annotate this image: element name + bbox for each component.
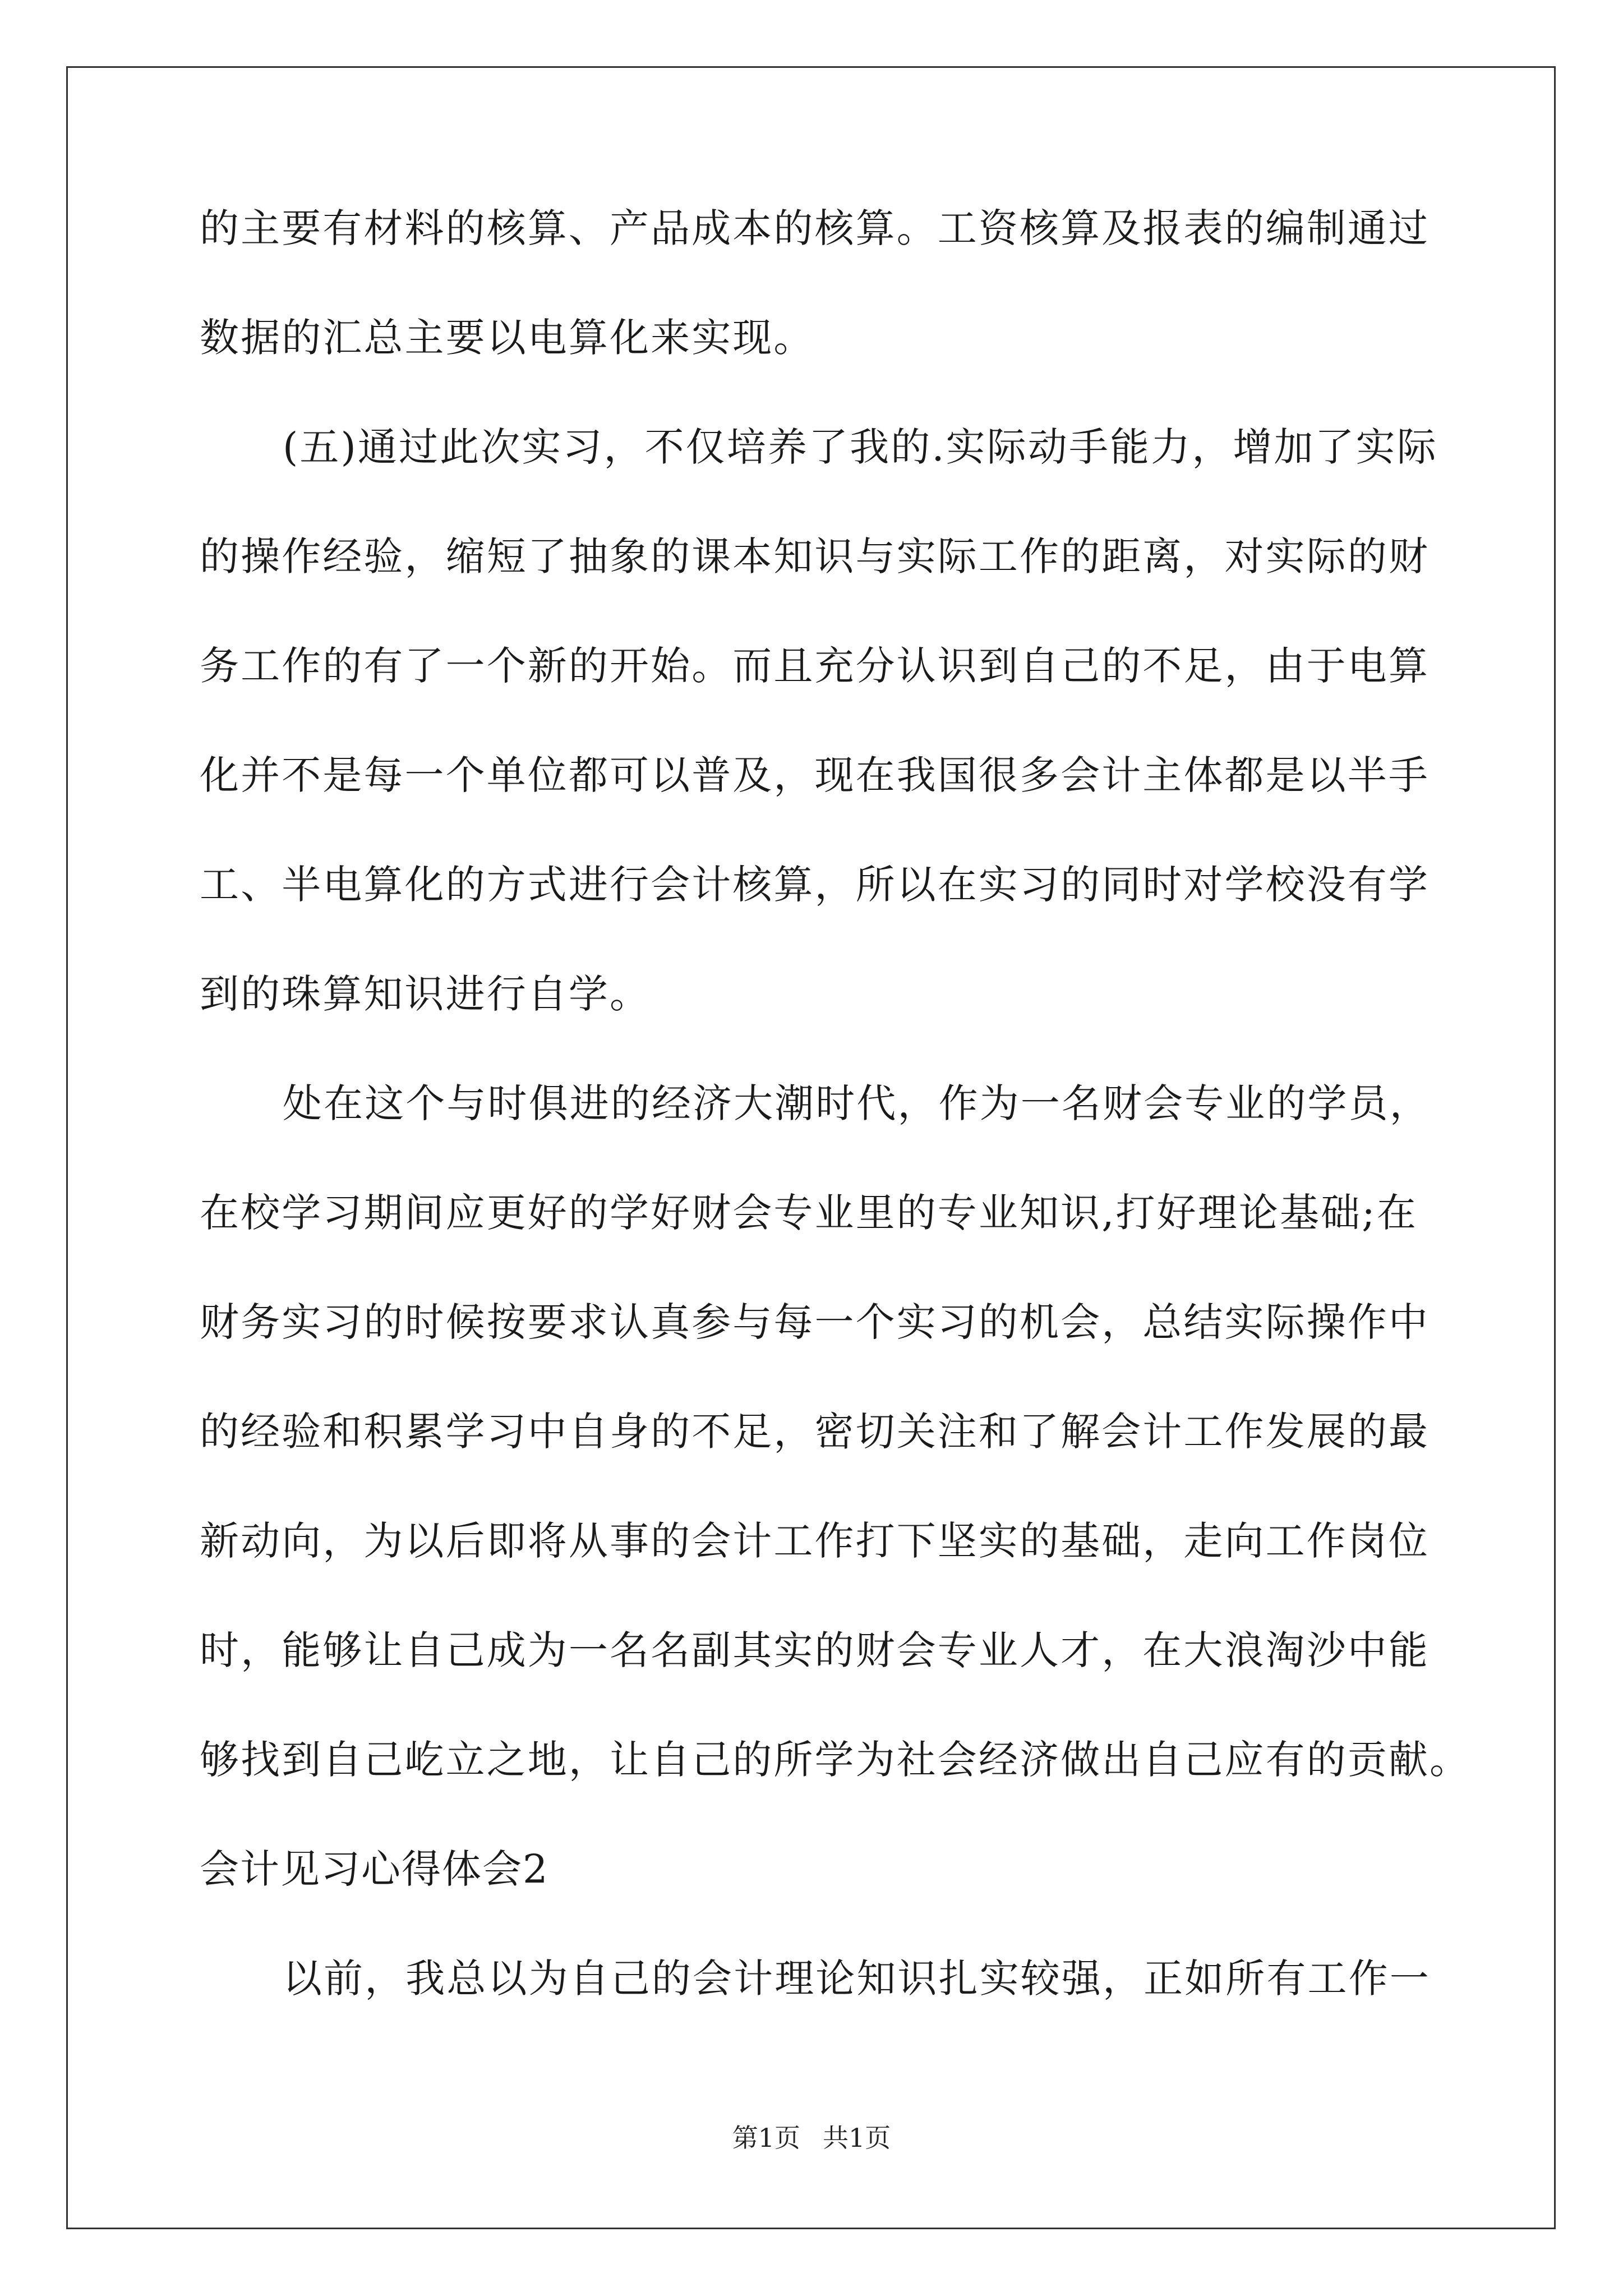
body-line: 数据的汇总主要以电算化来实现。	[200, 315, 815, 361]
body-line: 够找到自己屹立之地，让自己的所学为社会经济做出自己应有的贡献。	[200, 1737, 1471, 1783]
body-line: 时，能够让自己成为一名名副其实的财会专业人才，在大浪淘沙中能	[200, 1627, 1430, 1673]
page-footer	[0, 2125, 1623, 2151]
body-line: 新动向，为以后即将从事的会计工作打下坚实的基础，走向工作岗位	[200, 1518, 1430, 1564]
body-line: 工、半电算化的方式进行会计核算，所以在实习的同时对学校没有学	[200, 862, 1430, 908]
document-body	[200, 205, 1471, 2068]
page-number: 第1页	[732, 2123, 800, 2153]
page-total: 共1页	[823, 2123, 891, 2153]
body-line: 以前，我总以为自己的会计理论知识扎实较强，正如所有工作一	[283, 1955, 1431, 2001]
body-line: 的主要有材料的核算、产品成本的核算。工资核算及报表的编制通过	[200, 205, 1430, 251]
body-line: 务工作的有了一个新的开始。而且充分认识到自己的不足，由于电算	[200, 643, 1430, 689]
body-line: 到的珠算知识进行自学。	[200, 971, 651, 1017]
section-heading: 会计见习心得体会2	[200, 1846, 549, 1892]
body-line: (五)通过此次实习，不仅培养了我的.实际动手能力，增加了实际	[283, 424, 1438, 470]
body-line: 的操作经验，缩短了抽象的课本知识与实际工作的距离，对实际的财	[200, 533, 1430, 579]
body-line: 的经验和积累学习中自身的不足，密切关注和了解会计工作发展的最	[200, 1409, 1430, 1455]
body-line: 处在这个与时俱进的经济大潮时代，作为一名财会专业的学员，	[283, 1080, 1431, 1126]
body-line: 化并不是每一个单位都可以普及，现在我国很多会计主体都是以半手	[200, 752, 1430, 798]
body-line: 财务实习的时候按要求认真参与每一个实习的机会，总结实际操作中	[200, 1299, 1430, 1345]
body-line: 在校学习期间应更好的学好财会专业里的专业知识,打好理论基础;在	[200, 1190, 1418, 1236]
